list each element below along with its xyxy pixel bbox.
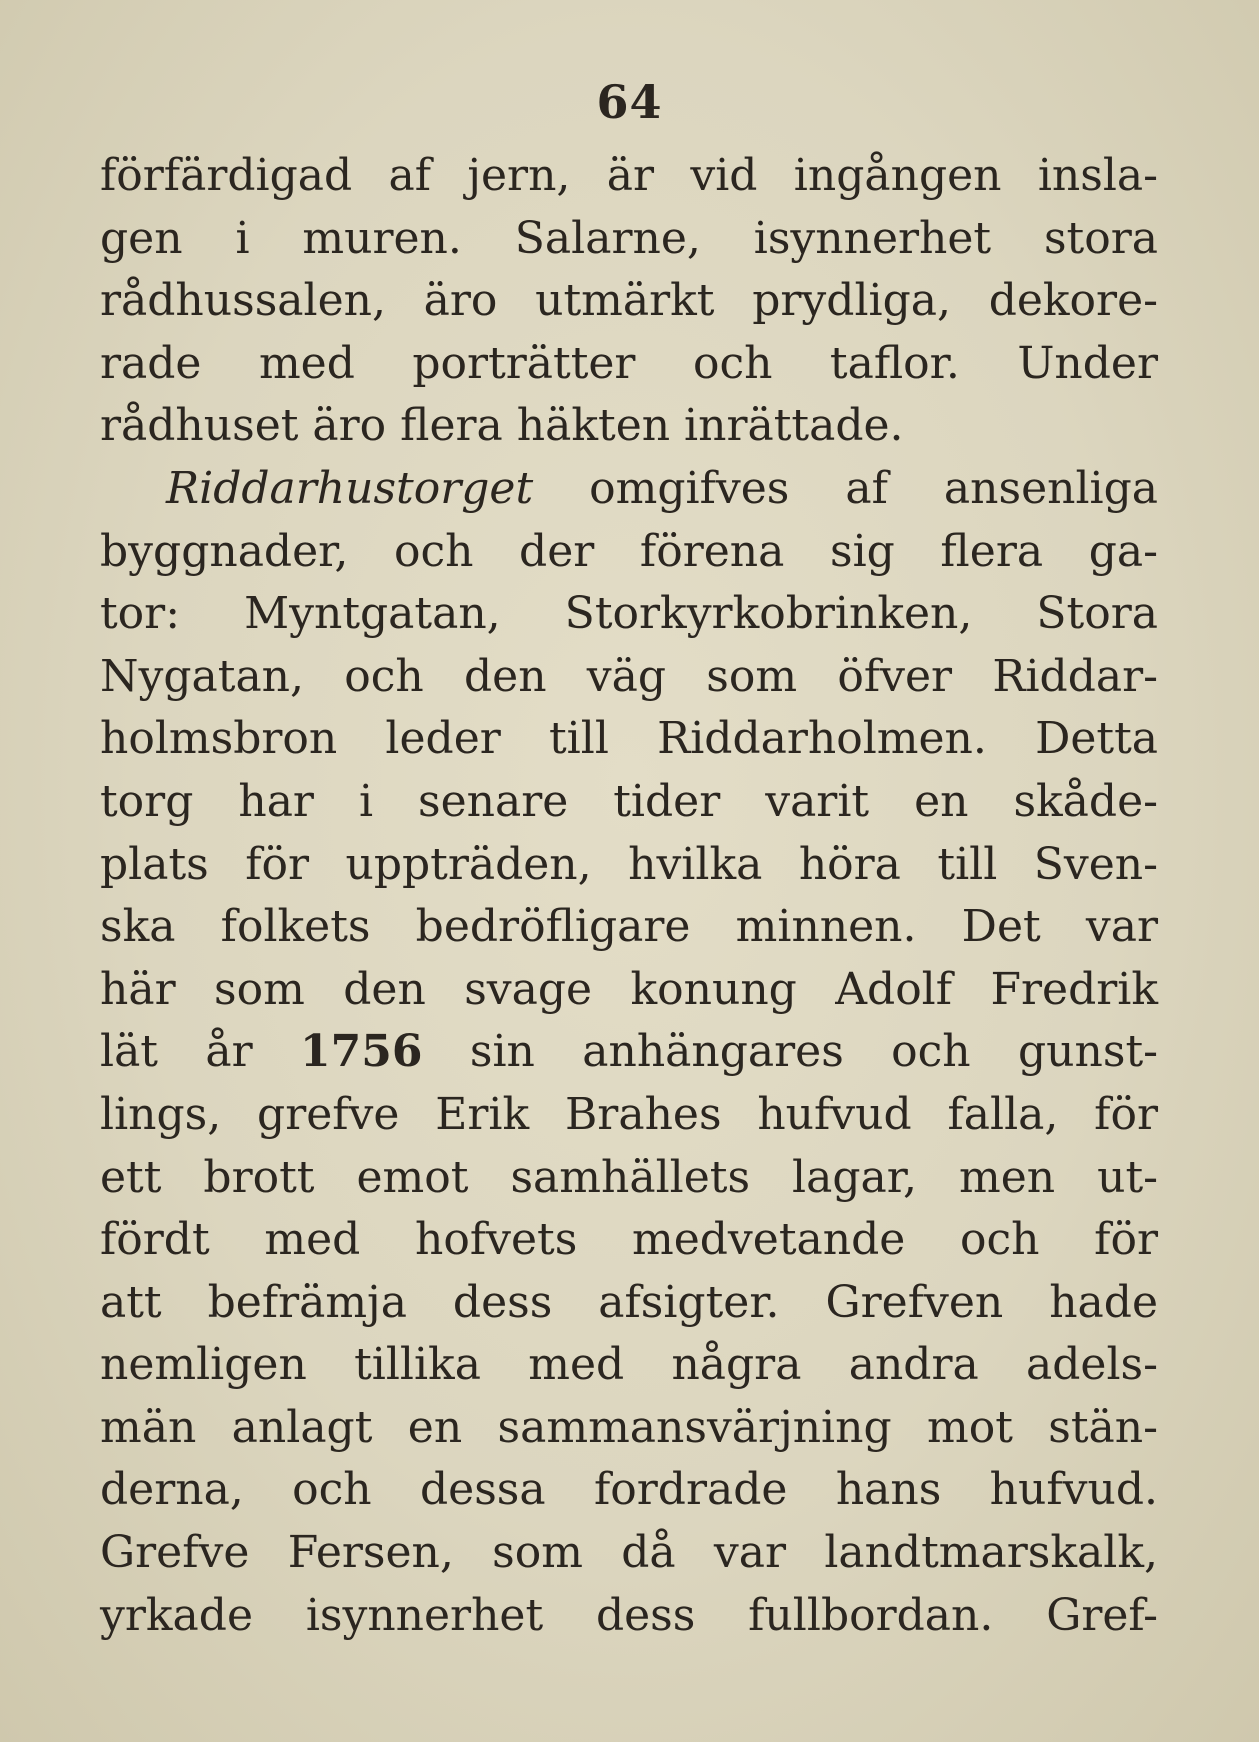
text-line-start: lät år: [100, 1026, 253, 1078]
text-line: holmsbron leder till Riddarholmen. Detta: [100, 713, 1158, 765]
text-line: rådhuset äro flera häkten inrättade.: [100, 400, 904, 452]
text-line: plats för uppträden, hvilka höra till Sven-: [100, 838, 1158, 890]
text-line: Grefve Fersen, som då var landtmarskalk,: [100, 1527, 1158, 1579]
text-line: torg har i senare tider varit en skåde-: [100, 775, 1158, 827]
text-line: fördt med hofvets medvetande och för: [100, 1214, 1158, 1266]
text-line: här som den svage konung Adolf Fredrik: [100, 963, 1158, 1015]
text-line: yrkade isynnerhet dess fullbordan. Gref-: [100, 1589, 1158, 1641]
italic-place-name: Riddarhustorget: [166, 462, 534, 514]
page-number: 64: [596, 75, 663, 129]
text-line: ska folkets bedröfligare minnen. Det var: [100, 901, 1158, 953]
text-line: derna, och dessa fordrade hans hufvud.: [100, 1464, 1158, 1516]
text-line: ett brott emot samhällets lagar, men ut-: [100, 1151, 1158, 1203]
text-line: rade med porträtter och taflor. Under: [100, 337, 1158, 389]
text-line: att befrämja dess afsigter. Grefven hade: [100, 1276, 1158, 1328]
text-line: [100, 458, 1158, 521]
text-line: rådhussalen, äro utmärkt prydliga, dekore-: [100, 275, 1158, 327]
text-line: män anlagt en sammansvärjning mot stän-: [100, 1401, 1158, 1453]
text-line: byggnader, och der förena sig flera ga-: [100, 525, 1158, 577]
text-line: tor: Myntgatan, Storkyrkobrinken, Stora: [100, 588, 1158, 640]
text-line-rest: sin anhängares och gunst-: [469, 1026, 1158, 1078]
text-line-rest: omgifves af ansenliga: [589, 462, 1158, 514]
text-line: [100, 1021, 1158, 1084]
body-text: [100, 145, 1158, 1647]
year-number: 1756: [300, 1026, 423, 1078]
text-line: förfärdigad af jern, är vid ingången insla-: [100, 150, 1158, 201]
text-line: gen i muren. Salarne, isynnerhet stora: [100, 212, 1158, 264]
text-line: lings, grefve Erik Brahes hufvud falla, för: [100, 1088, 1158, 1140]
text-line: Nygatan, och den väg som öfver Riddar-: [100, 650, 1158, 702]
text-line: nemligen tillika med några andra adels-: [100, 1339, 1158, 1391]
